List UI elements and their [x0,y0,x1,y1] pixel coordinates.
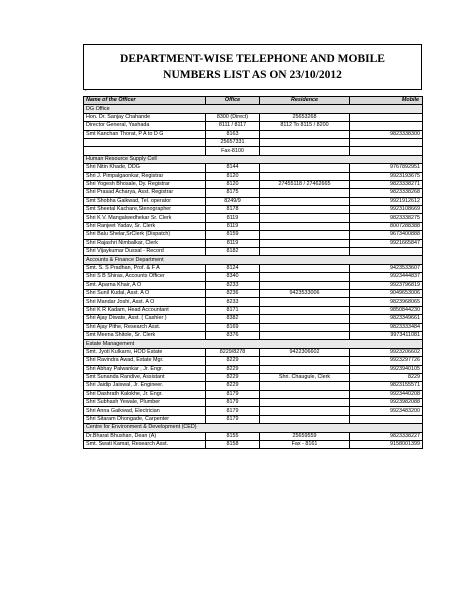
table-row [84,390,423,398]
header-mobile: Mobile [350,97,423,105]
residence-cell [260,382,350,390]
mobile-cell: 9921665847 [350,239,423,247]
office-cell: 8382 [206,315,260,323]
table-row [84,323,423,331]
table-row [84,180,423,188]
mobile-cell: 9823349661 [350,315,423,323]
header-office: Office [206,97,260,105]
officer-cell: Shri Subhash Yewale, Plumber [84,399,206,407]
office-cell: 25657331 [206,138,260,146]
officer-cell: Smt Sheetal Kachare,Stenographer [84,206,206,214]
office-cell: 8340 [206,273,260,281]
office-cell: 8120 [206,172,260,180]
table-row [84,248,423,256]
office-cell: 8178 [206,206,260,214]
office-cell: 8175 [206,189,260,197]
office-cell: 8158 [206,441,260,449]
mobile-cell: 9823338268 [350,189,423,197]
mobile-cell [350,248,423,256]
residence-cell [260,357,350,365]
officer-cell: Shri K R Kadam, Head Accountant [84,306,206,314]
officer-cell: Smt Sunanda Randive, Assistant [84,373,206,381]
section-estate-management-heading-row [84,340,423,348]
mobile-cell: 9923982088 [350,399,423,407]
residence-cell [260,214,350,222]
residence-cell [260,415,350,423]
officer-cell: Shri Sitaram Dhongade, Carpenter [84,415,206,423]
table-row [84,189,423,197]
mobile-cell: 9767892951 [350,164,423,172]
officer-cell: Shri K V. Mangalwedhekar Sr. Clerk [84,214,206,222]
telephone-directory-table [83,96,423,449]
office-cell: 8111 / 8117 [206,122,260,130]
officer-cell: Shri Dashrath Kalokhe, Jr. Engr. [84,390,206,398]
mobile-cell: 9823338275 [350,214,423,222]
section-dg-office-heading-row [84,105,423,113]
section-accounts-finance-heading: Accounts & Finance Department [84,256,423,264]
mobile-cell: 9923297726 [350,357,423,365]
section-dg-office-heading: DG Office [84,105,423,113]
officer-cell: Shri Anna Gaikwad, Electrician [84,407,206,415]
residence-cell [260,164,350,172]
title-line-1: DEPARTMENT-WISE TELEPHONE AND MOBILE [120,53,385,65]
section-human-resource-heading: Human Resource Supply Cell [84,155,423,163]
mobile-cell [350,415,423,423]
residence-cell [260,206,350,214]
office-cell: 8119 [206,214,260,222]
mobile-cell: 9823338271 [350,180,423,188]
table-row [84,298,423,306]
table-row [84,289,423,297]
section-human-resource-heading-row [84,155,423,163]
mobile-cell: 9423533607 [350,264,423,272]
mobile-cell: 9923108669 [350,206,423,214]
officer-cell: Shri Ajay Diwate, Asst. ( Cashier ) [84,315,206,323]
officer-cell: Shri Nitin Khade, DDG [84,164,206,172]
mobile-cell [350,122,423,130]
table-row [84,432,423,440]
stray-dot: . [85,87,87,93]
office-cell: 8229 [206,382,260,390]
residence-cell [260,222,350,230]
office-cell: 8233 [206,281,260,289]
mobile-cell [350,147,423,155]
mobile-cell: 9921912612 [350,197,423,205]
office-cell: 8229 [206,357,260,365]
table-row [84,206,423,214]
table-row [84,113,423,121]
mobile-cell: 9923440208 [350,390,423,398]
residence-cell [260,130,350,138]
mobile-cell: 9673400888 [350,231,423,239]
officer-cell: Shri Prasad Acharya, Asst. Registrar [84,189,206,197]
table-row [84,222,423,230]
mobile-cell: 9923940105 [350,365,423,373]
mobile-cell: 9823338300 [350,130,423,138]
residence-cell [260,248,350,256]
officer-cell: Shri Yogesh Bhosale, Dy. Registrar [84,180,206,188]
mobile-cell: 9923193675 [350,172,423,180]
officer-cell: Smt. Jyoti Kulkarni, HOD Estate [84,348,206,356]
mobile-cell: 9923444837 [350,273,423,281]
mobile-cell: 9823338227 [350,432,423,440]
residence-cell [260,323,350,331]
officer-cell: Shri J. Pimpalgaonkar, Registrar [84,172,206,180]
table-row [84,138,423,146]
mobile-cell: 8007288388 [350,222,423,230]
mobile-cell [350,138,423,146]
table-row [84,239,423,247]
table-row [84,281,423,289]
residence-cell [260,365,350,373]
header-row [84,97,423,105]
section-estate-management-heading: Estate Management [84,340,423,348]
residence-cell [260,273,350,281]
table-row [84,382,423,390]
mobile-cell: 8229 [350,373,423,381]
residence-cell: 9422306602 [260,348,350,356]
table-row [84,214,423,222]
officer-cell: Smt Meena Shitole, Sr. Clerk [84,331,206,339]
table-row [84,164,423,172]
officer-cell: Smt. S. S Pradhan, Prof. & F A [84,264,206,272]
office-cell: 8124 [206,264,260,272]
office-cell: 8300 (Direct) [206,113,260,121]
table-row [84,331,423,339]
officer-cell: Smt Kanchan Thorat, P A to D G [84,130,206,138]
residence-cell [260,306,350,314]
office-cell: 8179 [206,415,260,423]
mobile-cell: 9923483200 [350,407,423,415]
officer-cell: Shri Abhay Palwankar , Jr. Engr. [84,365,206,373]
office-cell: 8249/9 [206,197,260,205]
mobile-cell: 9823968065 [350,298,423,306]
office-cell: 8119 [206,239,260,247]
officer-cell: Shri Ajay Pithe, Research Asst. [84,323,206,331]
residence-cell: Fax - 8161 [260,441,350,449]
mobile-cell [350,113,423,121]
table-row [84,306,423,314]
office-cell: 8144 [206,164,260,172]
residence-cell [260,239,350,247]
office-cell: 8179 [206,407,260,415]
officer-cell: Shri Ravindra Awad, Estate Mgr. [84,357,206,365]
residence-cell [260,399,350,407]
table-row [84,365,423,373]
mobile-cell: 9973411081 [350,331,423,339]
office-cell: Fax-8100 [206,147,260,155]
section-ced-heading: Centre for Environment & Development (CED) [84,424,423,432]
officer-cell: Director General, Yashada [84,122,206,130]
office-cell: 8233 [206,298,260,306]
officer-cell: Shri Balu Shelar,SrClerk (Dispatch) [84,231,206,239]
office-cell: 8376 [206,331,260,339]
officer-cell: Shri Sunil Kudal, Asst. A O [84,289,206,297]
officer-cell: Shri Rajashri Nimbalkar, Clerk [84,239,206,247]
table-row [84,172,423,180]
mobile-cell: 9850844230 [350,306,423,314]
officer-cell: Smt. Aparna Khair, A O [84,281,206,289]
officer-cell [84,147,206,155]
residence-cell: 9423533006 [260,289,350,297]
table-row [84,373,423,381]
residence-cell [260,197,350,205]
officer-cell: Shri S B Shiras, Accounts Officer [84,273,206,281]
header-residence: Residence [260,97,350,105]
office-cell: 8182 [206,248,260,256]
mobile-cell: 9923796819 [350,281,423,289]
residence-cell [260,264,350,272]
title-line-2: NUMBERS LIST AS ON 23/10/2012 [163,69,342,81]
officer-cell [84,138,206,146]
office-cell: 8179 [206,390,260,398]
mobile-cell: 9823333484 [350,323,423,331]
officer-cell: Smt Shobha Gaikwad, Tel. operator [84,197,206,205]
table-row [84,348,423,356]
residence-cell [260,138,350,146]
table-row [84,197,423,205]
table-row [84,407,423,415]
residence-cell: 8112 To 8115 / 8200 [260,122,350,130]
officer-cell: Smt. Swati Kamat, Research Asst. [84,441,206,449]
office-cell: 8159 [206,231,260,239]
document-title-box [83,44,422,90]
table-row [84,357,423,365]
mobile-cell: 9049653006 [350,289,423,297]
table-row [84,415,423,423]
office-cell: 8163 [206,130,260,138]
table-row [84,399,423,407]
table-row [84,122,423,130]
mobile-cell: 9923206602 [350,348,423,356]
officer-cell: Dr.Bharat Bhushan, Dean (A) [84,432,206,440]
table-row [84,147,423,155]
office-cell: 8171 [206,306,260,314]
residence-cell [260,172,350,180]
mobile-cell: 9823155571 [350,382,423,390]
table-row [84,315,423,323]
residence-cell: 27455118 / 27462665 [260,180,350,188]
residence-cell [260,231,350,239]
office-cell: 8179 [206,399,260,407]
table-row [84,273,423,281]
officer-cell: Shri Mandar Joshi, Asst. A O [84,298,206,306]
residence-cell: 25659559 [260,432,350,440]
office-cell: 8169 [206,323,260,331]
officer-cell: Shri Vijaykumar Dussal - Record [84,248,206,256]
residence-cell [260,407,350,415]
header-officer: Name of the Officer [84,97,206,105]
officer-cell: Hon. Dr. Sanjay Chahande [84,113,206,121]
officer-cell: Shri Jaidip Jaiswal, Jr. Engineer. [84,382,206,390]
residence-cell: 25653268 [260,113,350,121]
residence-cell [260,147,350,155]
table-row [84,130,423,138]
residence-cell [260,298,350,306]
office-cell: 8236 [206,289,260,297]
office-cell: 8229 [206,365,260,373]
table-row [84,231,423,239]
office-cell: 8155 [206,432,260,440]
office-cell: 8120 [206,180,260,188]
office-cell: 8229 [206,373,260,381]
residence-cell [260,281,350,289]
office-cell: 8119 [206,222,260,230]
mobile-cell: 9158001399 [350,441,423,449]
residence-cell [260,315,350,323]
section-accounts-finance-heading-row [84,256,423,264]
table-row [84,441,423,449]
residence-cell [260,331,350,339]
residence-cell [260,390,350,398]
officer-cell: Shri Ranjeet Yadav, Sr. Clerk [84,222,206,230]
section-ced-heading-row [84,424,423,432]
residence-cell [260,189,350,197]
office-cell: 8229/8278 [206,348,260,356]
table-row [84,264,423,272]
residence-cell: Shri. Chaugule, Clerk [260,373,350,381]
